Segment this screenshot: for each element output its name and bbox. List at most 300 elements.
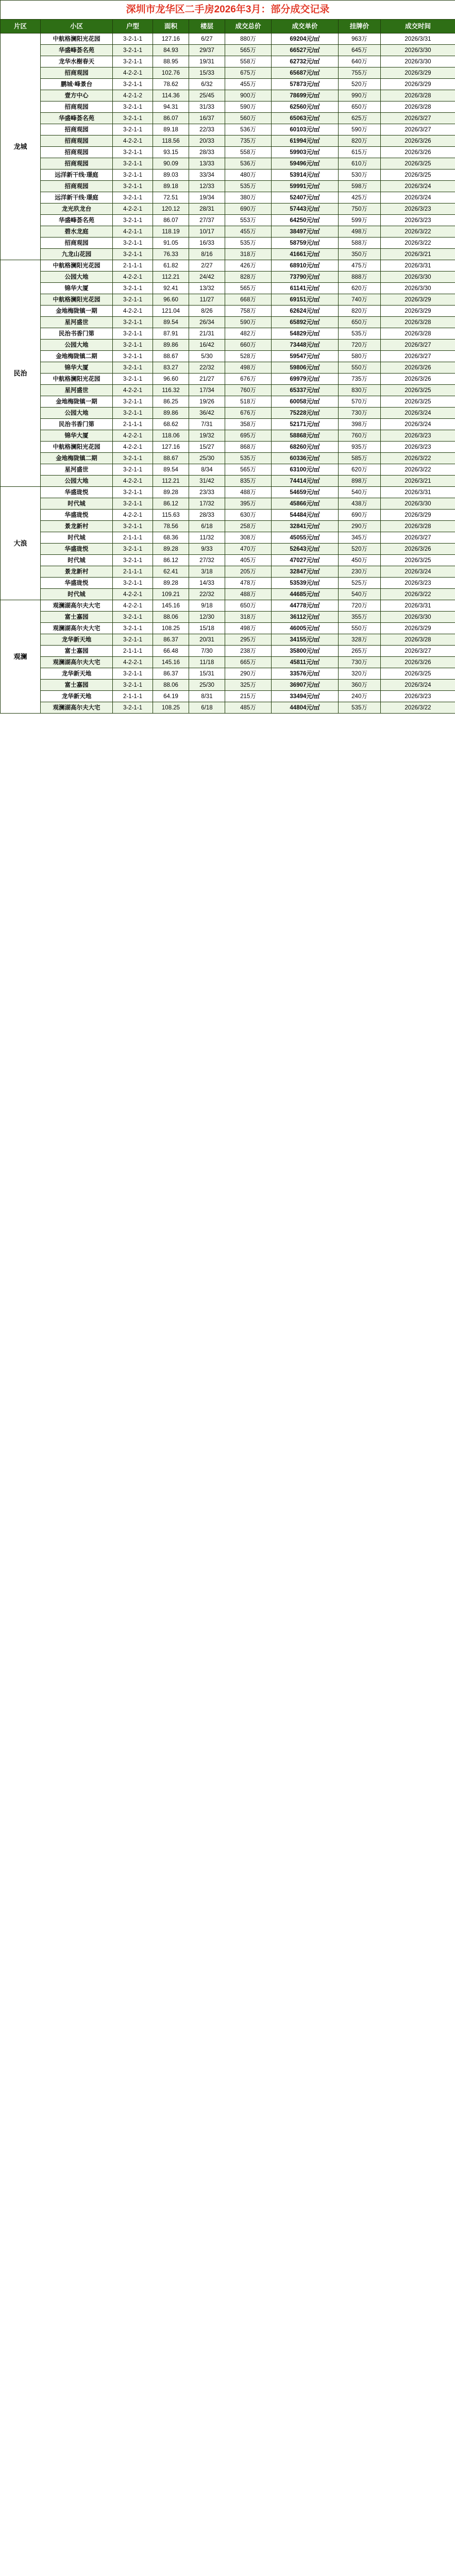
- table-row: [1, 487, 455, 498]
- total-price-cell: 455万: [225, 226, 272, 238]
- table-row: [1, 317, 455, 328]
- floor-cell: 5/30: [189, 351, 225, 362]
- floor-cell: 15/31: [189, 668, 225, 680]
- date-cell: 2026/3/28: [381, 328, 455, 340]
- unit-price-cell: 53914元/㎡: [272, 170, 339, 181]
- total-price-cell: 455万: [225, 79, 272, 90]
- area-cell: 121.04: [153, 306, 189, 317]
- list-price-cell: 320万: [339, 668, 381, 680]
- floor-cell: 27/32: [189, 555, 225, 566]
- table-row: [1, 566, 455, 578]
- total-price-cell: 650万: [225, 600, 272, 612]
- list-price-cell: 820万: [339, 135, 381, 147]
- area-cell: 78.62: [153, 79, 189, 90]
- list-price-cell: 888万: [339, 272, 381, 283]
- list-price-cell: 750万: [339, 204, 381, 215]
- area-cell: 89.18: [153, 181, 189, 192]
- area-cell: 89.18: [153, 124, 189, 135]
- floor-cell: 3/18: [189, 566, 225, 578]
- area-cell: 86.07: [153, 215, 189, 226]
- list-price-cell: 450万: [339, 555, 381, 566]
- date-cell: 2026/3/23: [381, 204, 455, 215]
- table-row: [1, 306, 455, 317]
- layout-cell: 3-2-1-1: [113, 215, 153, 226]
- unit-price-cell: 35800元/㎡: [272, 646, 339, 657]
- table-row: [1, 657, 455, 668]
- floor-cell: 7/30: [189, 646, 225, 657]
- unit-price-cell: 65337元/㎡: [272, 385, 339, 396]
- total-price-cell: 760万: [225, 385, 272, 396]
- area-cell: 72.51: [153, 192, 189, 204]
- date-cell: 2026/3/24: [381, 419, 455, 430]
- list-price-cell: 645万: [339, 45, 381, 56]
- list-price-cell: 599万: [339, 215, 381, 226]
- list-price-cell: 345万: [339, 532, 381, 544]
- area-cell: 88.06: [153, 612, 189, 623]
- total-price-cell: 535万: [225, 238, 272, 249]
- total-price-cell: 835万: [225, 476, 272, 487]
- area-cell: 88.95: [153, 56, 189, 67]
- area-cell: 88.06: [153, 680, 189, 691]
- date-cell: 2026/3/31: [381, 33, 455, 45]
- date-cell: 2026/3/25: [381, 668, 455, 680]
- table-row: [1, 430, 455, 442]
- floor-cell: 6/18: [189, 521, 225, 532]
- layout-cell: 2-1-1-1: [113, 419, 153, 430]
- floor-cell: 19/31: [189, 56, 225, 67]
- list-price-cell: 610万: [339, 158, 381, 170]
- date-cell: 2026/3/28: [381, 101, 455, 113]
- layout-cell: 3-2-1-1: [113, 351, 153, 362]
- table-row: [1, 544, 455, 555]
- area-cell: 109.21: [153, 589, 189, 600]
- unit-price-cell: 54484元/㎡: [272, 510, 339, 521]
- floor-cell: 29/37: [189, 45, 225, 56]
- unit-price-cell: 34155元/㎡: [272, 634, 339, 646]
- layout-cell: 2-1-1-1: [113, 691, 153, 702]
- table-row: [1, 464, 455, 476]
- list-price-cell: 438万: [339, 498, 381, 510]
- total-price-cell: 358万: [225, 419, 272, 430]
- unit-price-cell: 45866元/㎡: [272, 498, 339, 510]
- unit-price-cell: 33576元/㎡: [272, 668, 339, 680]
- floor-cell: 11/27: [189, 294, 225, 306]
- table-row: [1, 646, 455, 657]
- transaction-table: [0, 0, 455, 714]
- unit-price-cell: 53539元/㎡: [272, 578, 339, 589]
- table-row: [1, 249, 455, 260]
- community-cell: 景龙新村: [41, 521, 113, 532]
- date-cell: 2026/3/26: [381, 147, 455, 158]
- total-price-cell: 258万: [225, 521, 272, 532]
- date-cell: 2026/3/22: [381, 464, 455, 476]
- area-cell: 86.37: [153, 634, 189, 646]
- floor-cell: 27/37: [189, 215, 225, 226]
- area-cell: 86.37: [153, 668, 189, 680]
- community-cell: 时代城: [41, 555, 113, 566]
- layout-cell: 4-2-2-1: [113, 476, 153, 487]
- table-body: [1, 33, 455, 714]
- total-price-cell: 290万: [225, 668, 272, 680]
- floor-cell: 13/32: [189, 283, 225, 294]
- floor-cell: 19/32: [189, 430, 225, 442]
- community-cell: 华盛珑悦: [41, 578, 113, 589]
- floor-cell: 17/32: [189, 498, 225, 510]
- community-cell: 招商观园: [41, 147, 113, 158]
- community-cell: 招商观园: [41, 101, 113, 113]
- area-cell: 89.28: [153, 487, 189, 498]
- area-cell: 76.33: [153, 249, 189, 260]
- unit-price-cell: 44685元/㎡: [272, 589, 339, 600]
- community-cell: 观澜湖高尔夫大宅: [41, 657, 113, 668]
- unit-price-cell: 32841元/㎡: [272, 521, 339, 532]
- date-cell: 2026/3/22: [381, 226, 455, 238]
- table-row: [1, 578, 455, 589]
- layout-cell: 3-2-1-1: [113, 170, 153, 181]
- total-price-cell: 405万: [225, 555, 272, 566]
- list-price-cell: 520万: [339, 79, 381, 90]
- list-price-cell: 963万: [339, 33, 381, 45]
- layout-cell: 3-2-1-1: [113, 181, 153, 192]
- layout-cell: 3-2-1-1: [113, 33, 153, 45]
- date-cell: 2026/3/28: [381, 90, 455, 101]
- table-row: [1, 204, 455, 215]
- total-price-cell: 488万: [225, 589, 272, 600]
- community-cell: 观澜湖高尔夫大宅: [41, 600, 113, 612]
- layout-cell: 3-2-1-1: [113, 158, 153, 170]
- layout-cell: 3-2-1-1: [113, 555, 153, 566]
- area-cell: 96.60: [153, 294, 189, 306]
- layout-cell: 3-2-1-1: [113, 249, 153, 260]
- list-price-cell: 265万: [339, 646, 381, 657]
- area-cell: 86.12: [153, 498, 189, 510]
- date-cell: 2026/3/29: [381, 623, 455, 634]
- unit-price-cell: 41661元/㎡: [272, 249, 339, 260]
- table-row: [1, 691, 455, 702]
- total-price-cell: 880万: [225, 33, 272, 45]
- total-price-cell: 590万: [225, 317, 272, 328]
- community-cell: 中航格澜阳光花园: [41, 260, 113, 272]
- header-cell: 成交单价: [272, 20, 339, 33]
- community-cell: 观澜湖高尔夫大宅: [41, 702, 113, 714]
- table-row: [1, 702, 455, 714]
- community-cell: 远洋新干线·璟庭: [41, 192, 113, 204]
- floor-cell: 9/33: [189, 544, 225, 555]
- table-row: [1, 170, 455, 181]
- list-price-cell: 625万: [339, 113, 381, 124]
- community-cell: 招商观园: [41, 158, 113, 170]
- table-row: [1, 192, 455, 204]
- area-cell: 127.16: [153, 442, 189, 453]
- unit-price-cell: 73790元/㎡: [272, 272, 339, 283]
- table-row: [1, 612, 455, 623]
- list-price-cell: 328万: [339, 634, 381, 646]
- total-price-cell: 238万: [225, 646, 272, 657]
- area-cell: 118.06: [153, 430, 189, 442]
- unit-price-cell: 46005元/㎡: [272, 623, 339, 634]
- community-cell: 公园大地: [41, 476, 113, 487]
- layout-cell: 3-2-1-1: [113, 45, 153, 56]
- floor-cell: 16/37: [189, 113, 225, 124]
- area-cell: 84.93: [153, 45, 189, 56]
- total-price-cell: 488万: [225, 487, 272, 498]
- community-cell: 招商观园: [41, 135, 113, 147]
- layout-cell: 4-2-2-1: [113, 589, 153, 600]
- layout-cell: 3-2-1-1: [113, 79, 153, 90]
- list-price-cell: 650万: [339, 317, 381, 328]
- list-price-cell: 640万: [339, 56, 381, 67]
- area-cell: 89.28: [153, 544, 189, 555]
- date-cell: 2026/3/27: [381, 646, 455, 657]
- table-row: [1, 147, 455, 158]
- list-price-cell: 598万: [339, 181, 381, 192]
- date-cell: 2026/3/30: [381, 45, 455, 56]
- floor-cell: 23/33: [189, 487, 225, 498]
- unit-price-cell: 52643元/㎡: [272, 544, 339, 555]
- table-row: [1, 442, 455, 453]
- layout-cell: 3-2-1-1: [113, 147, 153, 158]
- layout-cell: 3-2-1-1: [113, 124, 153, 135]
- header-cell: 成交总价: [225, 20, 272, 33]
- list-price-cell: 550万: [339, 623, 381, 634]
- list-price-cell: 740万: [339, 294, 381, 306]
- unit-price-cell: 60103元/㎡: [272, 124, 339, 135]
- community-cell: 锦华大厦: [41, 430, 113, 442]
- area-cell: 94.31: [153, 101, 189, 113]
- area-cell: 89.03: [153, 170, 189, 181]
- date-cell: 2026/3/31: [381, 600, 455, 612]
- table-row: [1, 521, 455, 532]
- layout-cell: 3-2-1-1: [113, 362, 153, 374]
- table-row: [1, 215, 455, 226]
- layout-cell: 3-2-1-1: [113, 702, 153, 714]
- date-cell: 2026/3/29: [381, 510, 455, 521]
- table-row: [1, 351, 455, 362]
- date-cell: 2026/3/27: [381, 532, 455, 544]
- layout-cell: 4-2-2-1: [113, 272, 153, 283]
- unit-price-cell: 62732元/㎡: [272, 56, 339, 67]
- date-cell: 2026/3/24: [381, 181, 455, 192]
- unit-price-cell: 60336元/㎡: [272, 453, 339, 464]
- total-price-cell: 535万: [225, 181, 272, 192]
- unit-price-cell: 60058元/㎡: [272, 396, 339, 408]
- table-row: [1, 328, 455, 340]
- floor-cell: 8/31: [189, 691, 225, 702]
- total-price-cell: 325万: [225, 680, 272, 691]
- total-price-cell: 676万: [225, 374, 272, 385]
- date-cell: 2026/3/21: [381, 476, 455, 487]
- list-price-cell: 398万: [339, 419, 381, 430]
- unit-price-cell: 64250元/㎡: [272, 215, 339, 226]
- community-cell: 中航格澜阳光花园: [41, 442, 113, 453]
- list-price-cell: 535万: [339, 702, 381, 714]
- total-price-cell: 482万: [225, 328, 272, 340]
- community-cell: 招商观园: [41, 238, 113, 249]
- total-price-cell: 395万: [225, 498, 272, 510]
- total-price-cell: 565万: [225, 45, 272, 56]
- list-price-cell: 530万: [339, 170, 381, 181]
- area-cell: 112.21: [153, 476, 189, 487]
- header-row: [1, 20, 455, 33]
- list-price-cell: 230万: [339, 566, 381, 578]
- area-cell: 116.32: [153, 385, 189, 396]
- list-price-cell: 590万: [339, 124, 381, 135]
- layout-cell: 3-2-1-1: [113, 453, 153, 464]
- layout-cell: 3-2-1-1: [113, 238, 153, 249]
- layout-cell: 3-2-1-1: [113, 317, 153, 328]
- floor-cell: 28/31: [189, 204, 225, 215]
- community-cell: 富士嘉园: [41, 612, 113, 623]
- total-price-cell: 560万: [225, 113, 272, 124]
- unit-price-cell: 59547元/㎡: [272, 351, 339, 362]
- table-row: [1, 362, 455, 374]
- area-cell: 68.36: [153, 532, 189, 544]
- list-price-cell: 240万: [339, 691, 381, 702]
- community-cell: 观澜湖高尔夫大宅: [41, 623, 113, 634]
- community-cell: 时代城: [41, 498, 113, 510]
- total-price-cell: 735万: [225, 135, 272, 147]
- total-price-cell: 308万: [225, 532, 272, 544]
- unit-price-cell: 63100元/㎡: [272, 464, 339, 476]
- list-price-cell: 620万: [339, 464, 381, 476]
- layout-cell: 3-2-1-1: [113, 487, 153, 498]
- date-cell: 2026/3/27: [381, 113, 455, 124]
- table-row: [1, 634, 455, 646]
- area-cell: 78.56: [153, 521, 189, 532]
- total-price-cell: 668万: [225, 294, 272, 306]
- list-price-cell: 475万: [339, 260, 381, 272]
- unit-price-cell: 58868元/㎡: [272, 430, 339, 442]
- sheet-title: 深圳市龙华区二手房2026年3月：部分成交记录: [0, 0, 455, 19]
- date-cell: 2026/3/26: [381, 374, 455, 385]
- community-cell: 壹方中心: [41, 90, 113, 101]
- date-cell: 2026/3/30: [381, 56, 455, 67]
- total-price-cell: 295万: [225, 634, 272, 646]
- unit-price-cell: 54659元/㎡: [272, 487, 339, 498]
- list-price-cell: 570万: [339, 396, 381, 408]
- date-cell: 2026/3/24: [381, 192, 455, 204]
- area-cell: 118.56: [153, 135, 189, 147]
- community-cell: 金地梅陇镇二期: [41, 351, 113, 362]
- date-cell: 2026/3/24: [381, 680, 455, 691]
- area-cell: 88.67: [153, 453, 189, 464]
- table-row: [1, 238, 455, 249]
- total-price-cell: 590万: [225, 101, 272, 113]
- unit-price-cell: 58759元/㎡: [272, 238, 339, 249]
- table-row: [1, 283, 455, 294]
- date-cell: 2026/3/26: [381, 135, 455, 147]
- floor-cell: 25/30: [189, 453, 225, 464]
- unit-price-cell: 59903元/㎡: [272, 147, 339, 158]
- floor-cell: 12/33: [189, 181, 225, 192]
- region-cell: 民治: [1, 260, 41, 487]
- date-cell: 2026/3/25: [381, 396, 455, 408]
- table-row: [1, 419, 455, 430]
- floor-cell: 28/33: [189, 147, 225, 158]
- table-row: [1, 623, 455, 634]
- area-cell: 83.27: [153, 362, 189, 374]
- community-cell: 鹏城·峰景台: [41, 79, 113, 90]
- table-row: [1, 476, 455, 487]
- date-cell: 2026/3/22: [381, 238, 455, 249]
- layout-cell: 4-2-2-1: [113, 385, 153, 396]
- layout-cell: 2-1-1-1: [113, 646, 153, 657]
- unit-price-cell: 74414元/㎡: [272, 476, 339, 487]
- area-cell: 89.54: [153, 464, 189, 476]
- community-cell: 金地梅陇镇一期: [41, 306, 113, 317]
- community-cell: 富士嘉园: [41, 680, 113, 691]
- table-row: [1, 135, 455, 147]
- community-cell: 锦华大厦: [41, 283, 113, 294]
- area-cell: 89.86: [153, 340, 189, 351]
- community-cell: 招商观园: [41, 67, 113, 79]
- layout-cell: 3-2-1-1: [113, 101, 153, 113]
- list-price-cell: 615万: [339, 147, 381, 158]
- area-cell: 89.54: [153, 317, 189, 328]
- table-row: [1, 340, 455, 351]
- floor-cell: 19/26: [189, 396, 225, 408]
- area-cell: 92.41: [153, 283, 189, 294]
- list-price-cell: 935万: [339, 442, 381, 453]
- floor-cell: 14/33: [189, 578, 225, 589]
- floor-cell: 11/18: [189, 657, 225, 668]
- total-price-cell: 665万: [225, 657, 272, 668]
- unit-price-cell: 65687元/㎡: [272, 67, 339, 79]
- table-row: [1, 385, 455, 396]
- list-price-cell: 690万: [339, 510, 381, 521]
- floor-cell: 11/32: [189, 532, 225, 544]
- date-cell: 2026/3/25: [381, 170, 455, 181]
- unit-price-cell: 44804元/㎡: [272, 702, 339, 714]
- floor-cell: 20/33: [189, 135, 225, 147]
- total-price-cell: 498万: [225, 362, 272, 374]
- floor-cell: 33/34: [189, 170, 225, 181]
- list-price-cell: 588万: [339, 238, 381, 249]
- community-cell: 华盛珑悦: [41, 487, 113, 498]
- area-cell: 114.36: [153, 90, 189, 101]
- unit-price-cell: 73448元/㎡: [272, 340, 339, 351]
- community-cell: 时代城: [41, 532, 113, 544]
- total-price-cell: 478万: [225, 578, 272, 589]
- layout-cell: 4-2-2-1: [113, 135, 153, 147]
- list-price-cell: 540万: [339, 589, 381, 600]
- area-cell: 61.82: [153, 260, 189, 272]
- floor-cell: 13/33: [189, 158, 225, 170]
- unit-price-cell: 68910元/㎡: [272, 260, 339, 272]
- total-price-cell: 535万: [225, 453, 272, 464]
- total-price-cell: 565万: [225, 283, 272, 294]
- unit-price-cell: 57443元/㎡: [272, 204, 339, 215]
- date-cell: 2026/3/27: [381, 351, 455, 362]
- table-row: [1, 272, 455, 283]
- list-price-cell: 990万: [339, 90, 381, 101]
- community-cell: 华盛峰荟名苑: [41, 215, 113, 226]
- floor-cell: 12/30: [189, 612, 225, 623]
- floor-cell: 8/26: [189, 306, 225, 317]
- area-cell: 89.28: [153, 578, 189, 589]
- community-cell: 公园大地: [41, 408, 113, 419]
- floor-cell: 10/17: [189, 226, 225, 238]
- layout-cell: 3-2-1-1: [113, 623, 153, 634]
- floor-cell: 21/31: [189, 328, 225, 340]
- area-cell: 108.25: [153, 623, 189, 634]
- unit-price-cell: 38497元/㎡: [272, 226, 339, 238]
- list-price-cell: 820万: [339, 306, 381, 317]
- table-row: [1, 101, 455, 113]
- unit-price-cell: 65892元/㎡: [272, 317, 339, 328]
- floor-cell: 7/31: [189, 419, 225, 430]
- area-cell: 68.62: [153, 419, 189, 430]
